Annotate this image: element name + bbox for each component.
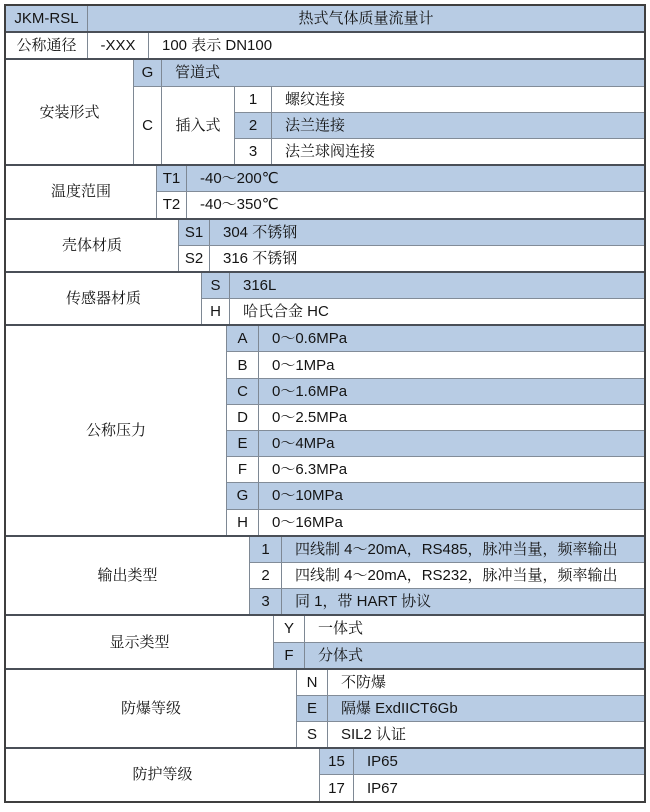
table-row xyxy=(320,749,644,774)
section-label: 显示类型 xyxy=(6,616,274,667)
desc-cell: -40～350℃ xyxy=(200,196,279,214)
code-cell: S xyxy=(297,722,328,747)
section-label: 防爆等级 xyxy=(6,670,297,748)
code-cell: H xyxy=(227,510,259,535)
table-row xyxy=(227,378,644,404)
code-cell: D xyxy=(227,405,259,430)
desc-cell: 0～4MPa xyxy=(272,435,335,453)
desc-cell: 螺纹连接 xyxy=(285,90,346,108)
desc-cell: 0～2.5MPa xyxy=(272,408,348,426)
code-cell: 3 xyxy=(235,139,272,164)
section-nominal-diameter xyxy=(6,31,644,58)
table-row xyxy=(320,774,644,800)
code-cell: C xyxy=(134,87,162,165)
desc-cell: 100 表示 DN100 xyxy=(162,37,273,55)
desc-cell: 法兰连接 xyxy=(285,116,346,134)
code-cell: C xyxy=(227,379,259,404)
code-cell: 2 xyxy=(250,563,282,588)
desc-cell: 0～6.3MPa xyxy=(272,461,348,479)
section-label: 输出类型 xyxy=(6,537,250,615)
table-row xyxy=(134,60,644,85)
table-row xyxy=(227,404,644,430)
table-row xyxy=(297,670,644,695)
table-row xyxy=(202,298,644,324)
code-cell: 2 xyxy=(235,113,272,138)
desc-cell: 0～1MPa xyxy=(272,356,335,374)
section-label: 安装形式 xyxy=(6,60,134,164)
section-label: 传感器材质 xyxy=(6,273,202,324)
table-row xyxy=(250,588,644,614)
code-cell: 17 xyxy=(320,775,354,800)
section-protection-rating xyxy=(6,747,644,800)
code-cell: Y xyxy=(274,616,305,641)
ordering-code-table xyxy=(4,4,646,803)
table-row xyxy=(227,456,644,482)
code-cell: E xyxy=(227,431,259,456)
table-row xyxy=(179,220,644,245)
section-label: 公称通径 xyxy=(6,33,88,58)
section-housing-material xyxy=(6,218,644,271)
table-row xyxy=(297,695,644,721)
model-code: JKM-RSL xyxy=(6,6,88,31)
table-row xyxy=(235,138,644,164)
code-cell: F xyxy=(274,643,305,668)
code-cell: 15 xyxy=(320,749,354,774)
table-row xyxy=(227,326,644,351)
table-row xyxy=(235,87,644,112)
table-row xyxy=(227,351,644,377)
table-title: 热式气体质量流量计 xyxy=(88,6,644,31)
table-row xyxy=(227,430,644,456)
code-cell: B xyxy=(227,352,259,377)
code-cell: T2 xyxy=(157,192,187,217)
code-cell: F xyxy=(227,457,259,482)
table-row xyxy=(227,482,644,508)
header-row xyxy=(6,6,644,31)
section-display-type xyxy=(6,614,644,667)
desc-cell: 316L xyxy=(243,276,277,294)
code-cell: 1 xyxy=(250,537,282,562)
section-output-type xyxy=(6,535,644,615)
code-cell: N xyxy=(297,670,328,695)
desc-cell: 304 不锈钢 xyxy=(223,223,298,241)
code-cell: S1 xyxy=(179,220,210,245)
section-label: 防护等级 xyxy=(6,749,320,800)
code-cell: -XXX xyxy=(88,33,149,58)
section-explosion-proof xyxy=(6,668,644,748)
desc-cell: 四线制 4～20mA，RS485，脉冲当量，频率输出 xyxy=(295,540,618,558)
code-cell: G xyxy=(134,60,162,85)
code-cell: A xyxy=(227,326,259,351)
section-label: 公称压力 xyxy=(6,326,227,535)
section-nominal-pressure xyxy=(6,324,644,535)
desc-cell: 0～10MPa xyxy=(272,487,343,505)
desc-cell: IP67 xyxy=(367,779,398,797)
desc-cell: 同 1，带 HART 协议 xyxy=(295,593,432,611)
desc-cell: 四线制 4～20mA，RS232，脉冲当量，频率输出 xyxy=(295,567,618,585)
table-row xyxy=(179,245,644,271)
table-row xyxy=(157,166,644,191)
table-row xyxy=(157,191,644,217)
table-row xyxy=(250,537,644,562)
code-cell: T1 xyxy=(157,166,187,191)
table-row xyxy=(235,112,644,138)
section-sensor-material xyxy=(6,271,644,324)
section-temperature-range xyxy=(6,164,644,217)
code-cell: 1 xyxy=(235,87,272,112)
desc-cell: 一体式 xyxy=(318,620,364,638)
desc-cell: 隔爆 ExdIICT6Gb xyxy=(341,699,458,717)
insert-type-group xyxy=(134,86,644,165)
section-label: 温度范围 xyxy=(6,166,157,217)
desc-cell: 0～1.6MPa xyxy=(272,382,348,400)
code-cell: S2 xyxy=(179,246,210,271)
code-cell: H xyxy=(202,299,230,324)
table-row xyxy=(250,562,644,588)
desc-cell: -40～200℃ xyxy=(200,170,279,188)
table-row xyxy=(297,721,644,747)
table-row xyxy=(274,616,644,641)
section-label: 壳体材质 xyxy=(6,220,179,271)
desc-cell: IP65 xyxy=(367,753,398,771)
table-row xyxy=(202,273,644,298)
code-cell: 3 xyxy=(250,589,282,614)
desc-cell: 哈氏合金 HC xyxy=(243,303,329,321)
code-cell: G xyxy=(227,483,259,508)
desc-cell: 0～16MPa xyxy=(272,513,343,531)
desc-cell: 316 不锈钢 xyxy=(223,249,298,267)
desc-cell: 分体式 xyxy=(318,646,364,664)
desc-cell: 管道式 xyxy=(175,64,221,82)
insert-type-label: 插入式 xyxy=(162,87,235,165)
desc-cell: 法兰球阀连接 xyxy=(285,143,376,161)
desc-cell: 不防爆 xyxy=(341,673,387,691)
table-row xyxy=(274,642,644,668)
table-row xyxy=(227,509,644,535)
code-cell: E xyxy=(297,696,328,721)
desc-cell: SIL2 认证 xyxy=(341,726,407,744)
code-cell: S xyxy=(202,273,230,298)
desc-cell: 0～0.6MPa xyxy=(272,330,348,348)
section-installation xyxy=(6,58,644,164)
